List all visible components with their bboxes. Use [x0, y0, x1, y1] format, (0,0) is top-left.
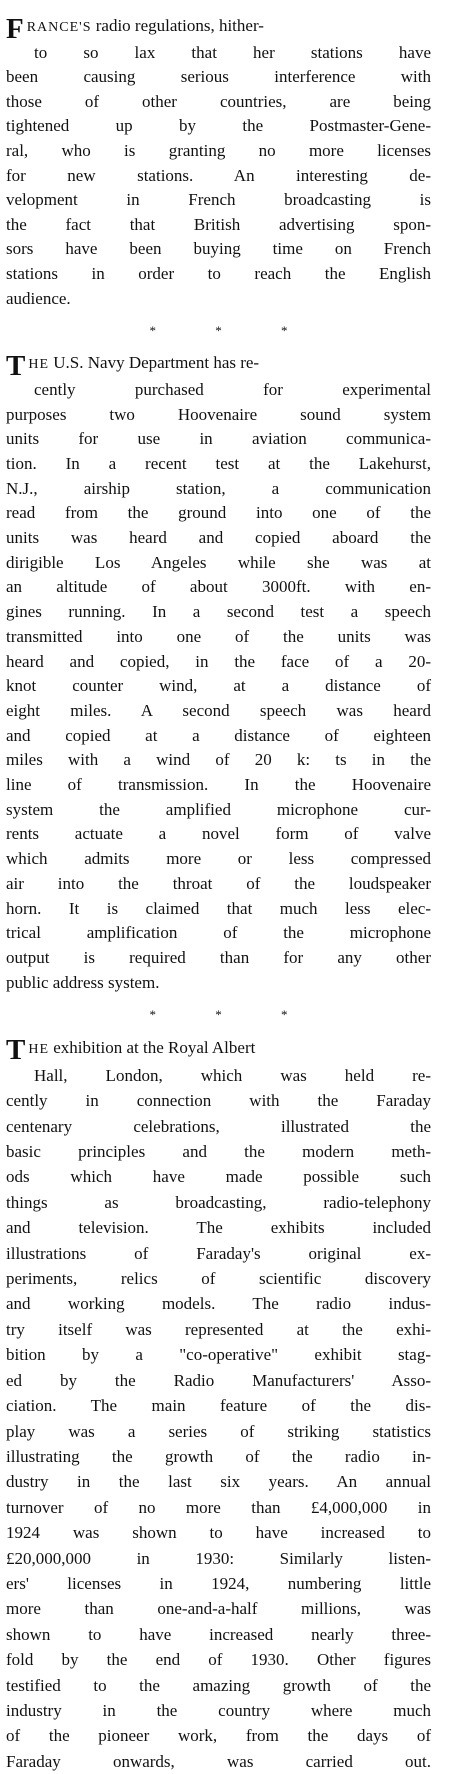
text-line: been causing serious interference with	[6, 67, 431, 87]
text-line: and television. The exhibits included	[6, 1218, 431, 1238]
text-line: dustry in the last six years. An annual	[6, 1472, 431, 1492]
text-line: illustrations of Faraday's original ex-	[6, 1243, 431, 1263]
text-line: read from the ground into one of the	[6, 503, 431, 523]
text-line: system the amplified microphone cur-	[6, 799, 431, 819]
text-line: for new stations. An interesting de-	[6, 165, 431, 185]
text-line: to so lax that her stations have	[34, 42, 431, 62]
text-line: velopment in French broadcasting is	[6, 190, 431, 210]
text-line: tightened up by the Postmaster-Gene-	[6, 116, 431, 136]
lead-word: HE	[28, 357, 50, 373]
drop-cap: T	[6, 1034, 26, 1067]
text-line: try itself was represented at the exhi-	[6, 1319, 431, 1339]
text-line: rents actuate a novel form of valve	[6, 824, 431, 844]
text-line: and working models. The radio indus-	[6, 1294, 431, 1314]
text-line: horn. It is claimed that much less elec-	[6, 898, 431, 918]
text-line: Faraday onwards, was carried out.	[6, 1751, 431, 1771]
paragraph-faraday-exhibition	[6, 1035, 431, 1774]
text-line: industry in the country where much	[6, 1700, 431, 1720]
text-line: line of transmission. In the Hoovenaire	[6, 775, 431, 795]
text-line: dirigible Los Angeles while she was at	[6, 552, 431, 572]
text-line: units for use in aviation communica-	[6, 429, 431, 449]
text-line: ciation. The main feature of the dis-	[6, 1396, 431, 1416]
lead-word: HE	[28, 1042, 50, 1058]
text-line: ers' licenses in 1924, numbering little	[6, 1573, 431, 1593]
text-line: an altitude of about 3000ft. with en-	[6, 577, 431, 597]
text-line: £20,000,000 in 1930: Similarly listen-	[6, 1548, 431, 1568]
text-line: ods which have made possible such	[6, 1167, 431, 1187]
text-line: cently purchased for experimental	[34, 379, 431, 399]
drop-cap: F	[6, 13, 24, 45]
text-line: testified to the amazing growth of the	[6, 1675, 431, 1695]
separator-star: *	[281, 1007, 288, 1023]
text-line: ral, who is granting no more licenses	[6, 140, 431, 160]
text-line: audience.	[6, 288, 71, 308]
text-line: stations in order to reach the English	[6, 263, 431, 283]
text-line: air into the throat of the loudspeaker	[6, 873, 431, 893]
text-line: bition by a "co-operative" exhibit stag-	[6, 1345, 431, 1365]
text-line: basic principles and the modern meth-	[6, 1142, 431, 1162]
drop-cap: T	[6, 350, 26, 383]
separator-star: *	[149, 323, 156, 339]
text-line: heard and copied, in the face of a 20-	[6, 651, 431, 671]
text-line: 1924 was shown to have increased to	[6, 1523, 431, 1543]
text-line: U.S. Navy Department has re-	[49, 353, 260, 373]
text-line: exhibition at the Royal Albert	[49, 1038, 256, 1058]
section-separator	[6, 995, 431, 1035]
paragraph-first-line	[6, 1034, 431, 1067]
text-line: trical amplification of the microphone	[6, 923, 431, 943]
text-line: output is required than for any other	[6, 948, 431, 967]
text-line: purposes two Hoovenaire sound system	[6, 404, 431, 424]
separator-star: *	[215, 1007, 222, 1023]
text-line: shown to have increased nearly three-	[6, 1624, 431, 1644]
text-line: which admits more or less compressed	[6, 849, 431, 869]
text-line: more than one-and-a-half millions, was	[6, 1599, 431, 1619]
lead-word: RANCE'S	[26, 20, 92, 35]
text-line: sors have been buying time on French	[6, 239, 431, 259]
text-line: things as broadcasting, radio-telephony	[6, 1192, 431, 1212]
text-line: units was heard and copied aboard the	[6, 528, 431, 548]
text-line: N.J., airship station, a communication	[6, 478, 431, 498]
text-line: eight miles. A second speech was heard	[6, 700, 431, 720]
paragraph-first-line	[6, 350, 431, 383]
text-line: Hall, London, which was held re-	[34, 1065, 431, 1085]
text-line: ed by the Radio Manufacturers' Asso-	[6, 1370, 431, 1390]
paragraph-navy-hoovenaire	[6, 351, 431, 995]
text-line: fold by the end of 1930. Other figures	[6, 1650, 431, 1670]
text-line: miles with a wind of 20 k: ts in the	[6, 750, 431, 770]
text-line: radio regulations, hither-	[91, 16, 264, 35]
separator-star: *	[149, 1007, 156, 1023]
text-line: public address system.	[6, 972, 160, 992]
article-column	[6, 14, 431, 1774]
text-line: those of other countries, are being	[6, 91, 431, 111]
text-line: centenary celebrations, illustrated the	[6, 1116, 431, 1136]
separator-star: *	[215, 323, 222, 339]
text-line: of the pioneer work, from the days of	[6, 1726, 431, 1746]
section-separator	[6, 311, 431, 351]
text-line: and copied at a distance of eighteen	[6, 725, 431, 745]
paragraph-first-line	[6, 13, 431, 45]
text-line: turnover of no more than £4,000,000 in	[6, 1497, 431, 1517]
text-line: gines running. In a second test a speech	[6, 602, 431, 622]
text-line: play was a series of striking statistics	[6, 1421, 431, 1441]
text-line: cently in connection with the Faraday	[6, 1091, 431, 1111]
text-line: the fact that British advertising spon-	[6, 214, 431, 234]
separator-star: *	[281, 323, 288, 339]
text-line: transmitted into one of the units was	[6, 626, 431, 646]
text-line: illustrating the growth of the radio in-	[6, 1446, 431, 1466]
text-line: periments, relics of scientific discovery	[6, 1269, 431, 1289]
text-line: tion. In a recent test at the Lakehurst,	[6, 453, 431, 473]
text-line: knot counter wind, at a distance of	[6, 676, 431, 696]
paragraph-france-radio	[6, 14, 431, 311]
